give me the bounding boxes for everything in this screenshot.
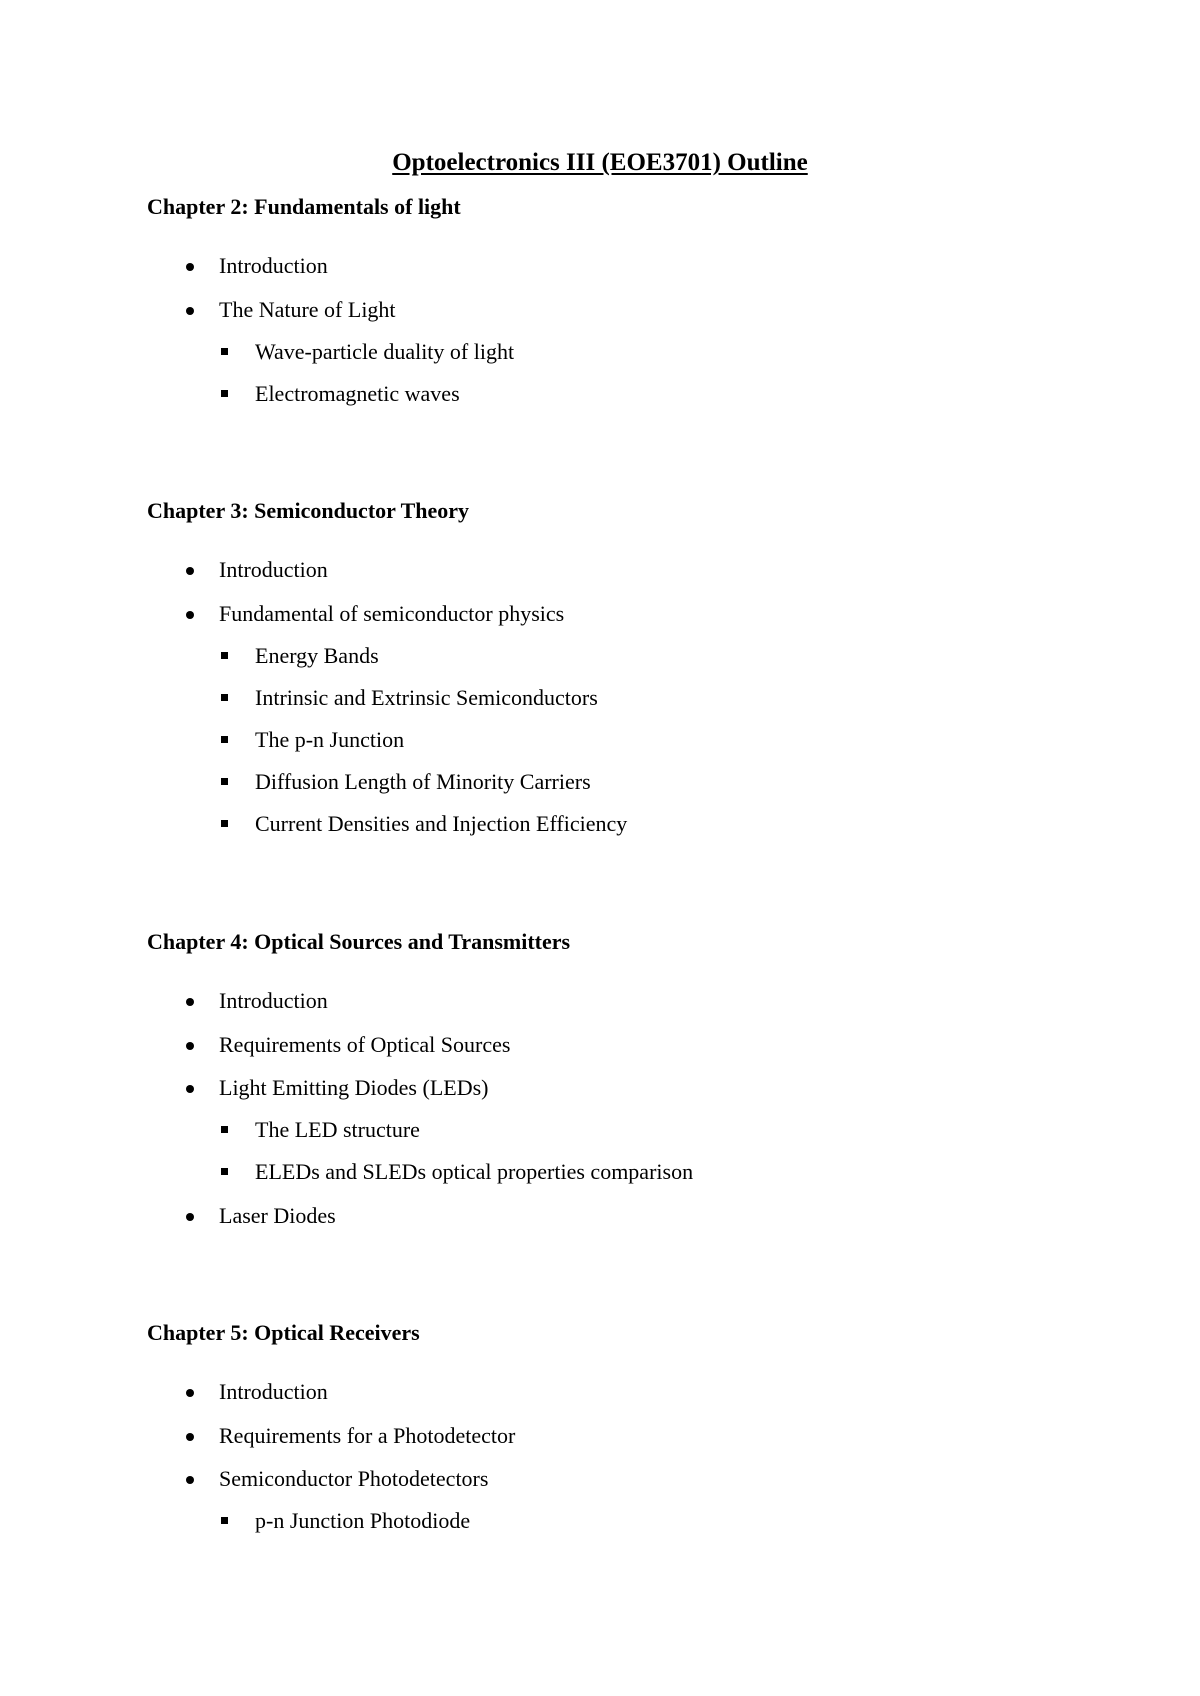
sub-list-item: p-n Junction Photodiode — [255, 1508, 471, 1533]
chapter-heading: Chapter 5: Optical Receivers — [147, 1320, 420, 1345]
bullet-dot-icon — [186, 263, 194, 271]
chapter-heading: Chapter 3: Semiconductor Theory — [147, 498, 470, 523]
sub-list-item: ELEDs and SLEDs optical properties comparison — [255, 1159, 694, 1184]
bullet-dot-icon — [186, 611, 194, 619]
sub-list-item: Diffusion Length of Minority Carriers — [255, 769, 591, 794]
list-item: Introduction — [219, 557, 328, 582]
bullet-square-icon — [221, 736, 228, 743]
sub-list-item: Wave-particle duality of light — [255, 339, 515, 364]
bullet-square-icon — [221, 1168, 228, 1175]
list-item: Introduction — [219, 988, 328, 1013]
bullet-dot-icon — [186, 1476, 194, 1484]
list-item: Requirements for a Photodetector — [219, 1423, 516, 1448]
bullet-square-icon — [221, 390, 228, 397]
list-item: Semiconductor Photodetectors — [219, 1466, 489, 1491]
list-item: The Nature of Light — [219, 297, 396, 322]
list-item: Introduction — [219, 1379, 328, 1404]
bullet-square-icon — [221, 694, 228, 701]
bullet-dot-icon — [186, 1213, 194, 1221]
chapter-heading: Chapter 2: Fundamentals of light — [147, 194, 461, 219]
bullet-dot-icon — [186, 1433, 194, 1441]
bullet-dot-icon — [186, 1389, 194, 1397]
sub-list-item: Electromagnetic waves — [255, 381, 460, 406]
list-item: Introduction — [219, 253, 328, 278]
bullet-dot-icon — [186, 307, 194, 315]
bullet-square-icon — [221, 1126, 228, 1133]
bullet-dot-icon — [186, 1085, 194, 1093]
bullet-dot-icon — [186, 1042, 194, 1050]
document-title: Optoelectronics III (EOE3701) Outline — [392, 149, 808, 176]
bullet-square-icon — [221, 820, 228, 827]
list-item: Light Emitting Diodes (LEDs) — [219, 1075, 489, 1100]
list-item: Fundamental of semiconductor physics — [219, 601, 565, 626]
bullet-square-icon — [221, 652, 228, 659]
sub-list-item: The LED structure — [255, 1117, 420, 1142]
sub-list-item: The p-n Junction — [255, 727, 405, 752]
bullet-square-icon — [221, 1517, 228, 1524]
sub-list-item: Intrinsic and Extrinsic Semiconductors — [255, 685, 598, 710]
bullet-dot-icon — [186, 567, 194, 575]
list-item: Laser Diodes — [219, 1203, 336, 1228]
chapter-heading: Chapter 4: Optical Sources and Transmitters — [147, 929, 571, 954]
list-item: Requirements of Optical Sources — [219, 1032, 511, 1057]
bullet-square-icon — [221, 778, 228, 785]
bullet-dot-icon — [186, 998, 194, 1006]
sub-list-item: Energy Bands — [255, 643, 379, 668]
sub-list-item: Current Densities and Injection Efficiency — [255, 811, 628, 836]
bullet-square-icon — [221, 348, 228, 355]
